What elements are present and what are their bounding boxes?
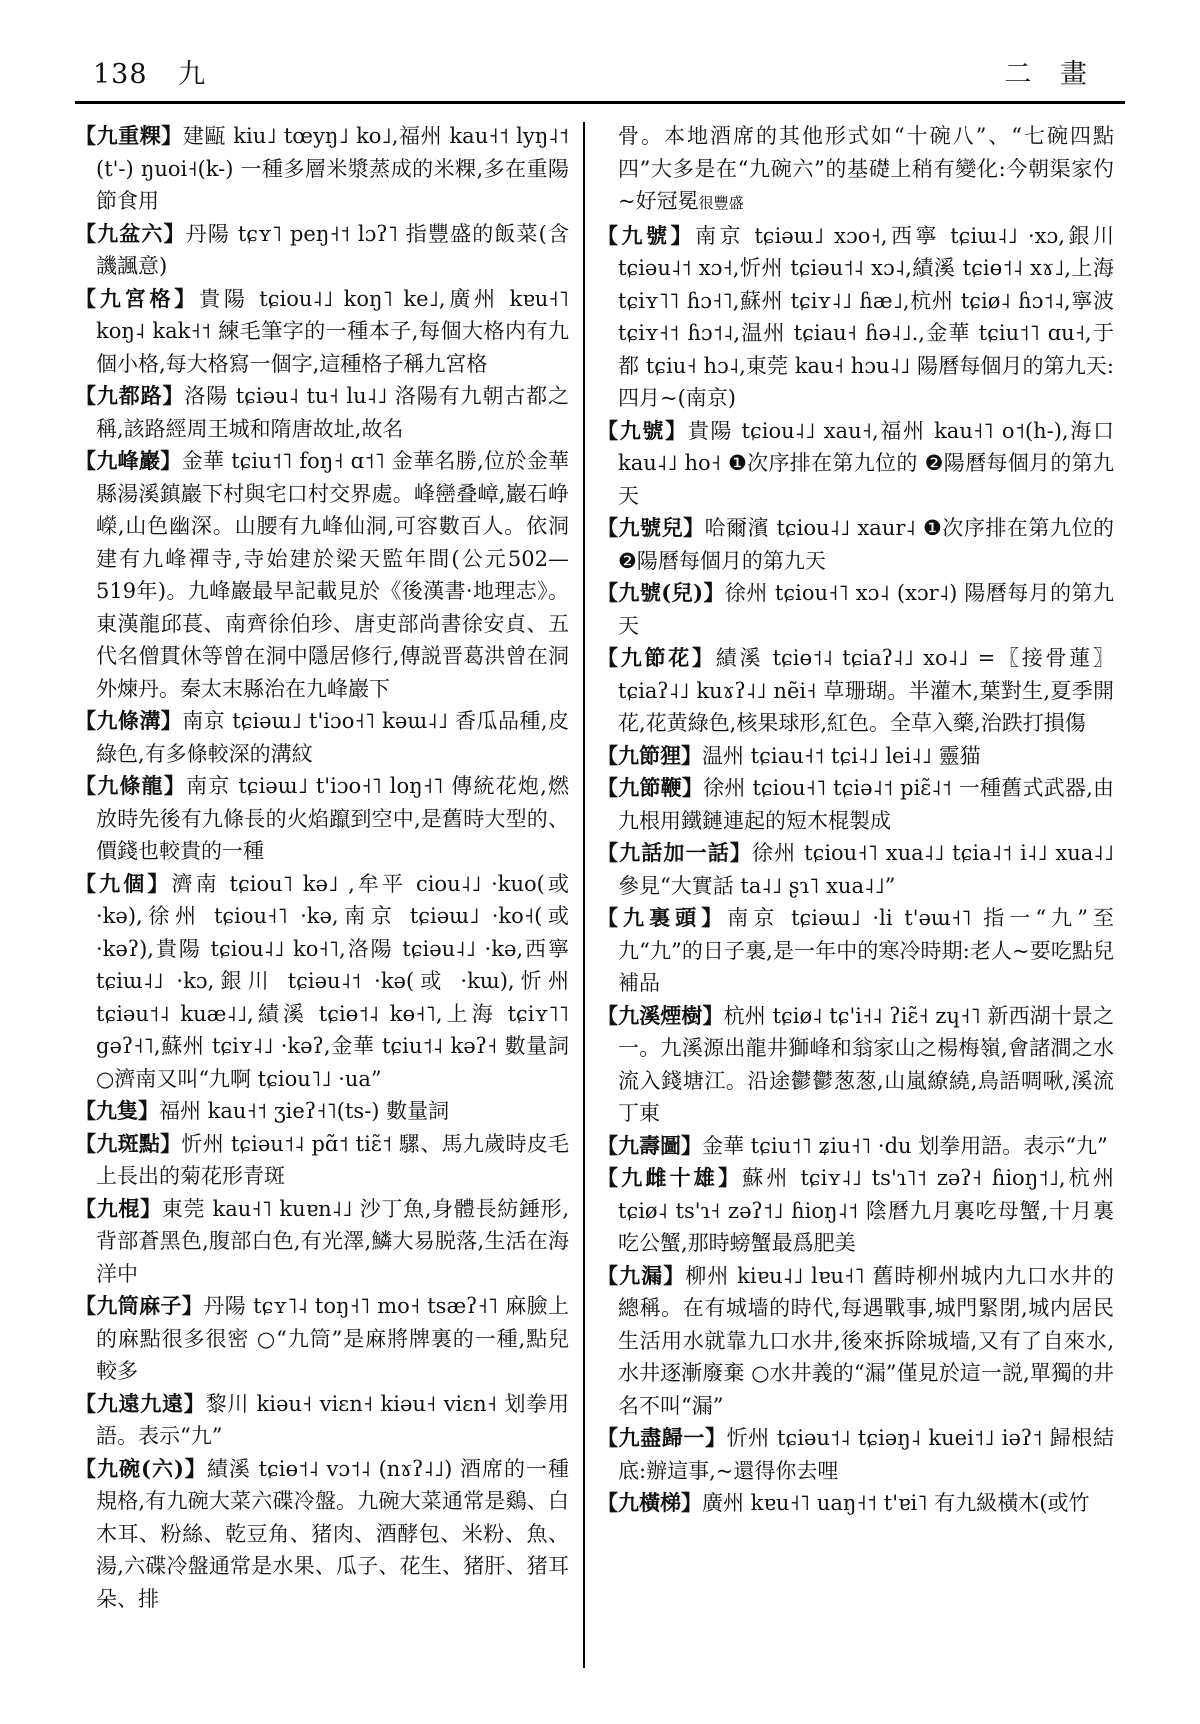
dictionary-entry: [75, 445, 569, 705]
entry-text: 南京 tɕiəɯ˩ ·li t'əɯ˧˥ 指一“九”至九“九”的日子裏,是一年中的寒冷時期:老人~要吃點兒補品: [618, 906, 1114, 995]
dictionary-entry: [75, 1193, 569, 1291]
dictionary-entry: [75, 218, 569, 283]
entry-text: 哈爾濱 tɕiou˨˩ xaur˨ ❶次序排在第九位的 ❷陽曆每個月的第九天: [618, 516, 1114, 573]
dictionary-entry: [75, 283, 569, 381]
entry-text: 柳州 kiɐu˨˩ lɐu˧˥ 舊時柳州城内九口水井的總稱。在有城墙的時代,每遇戰事,城門緊閉,城内居民生活用水就靠九口水井,後來拆除城墙,又有了自來水,水井逐漸廢棄 ○水井義的“漏”僅見於這一説,單獨的井名不叫“漏”: [618, 1263, 1114, 1418]
entry-headword: 【九都路】: [75, 383, 185, 408]
entry-text: 東莞 kau˧˥ kuɐn˨˩ 沙丁魚,身體長紡錘形,背部蒼黑色,腹部白色,有光澤,鱗大易脱落,生活在海洋中: [96, 1196, 569, 1286]
dictionary-entry: [75, 770, 569, 868]
dictionary-entry: [597, 642, 1114, 740]
entry-headword: 【九盡歸一】: [597, 1425, 727, 1450]
entry-headword: 【九號】: [597, 222, 696, 248]
entry-headword: 【九溪煙樹】: [597, 1002, 724, 1028]
entry-text: 績溪 tɕiɵ˦˨ vɔ˦˨ (nɤʔ˨˩) 酒席的一種規格,有九碗大菜六碟冷盤。九碗大菜通常是鷄、白木耳、粉絲、乾豆角、猪肉、酒酵包、米粉、魚、湯,六碟冷盤通常是水果、瓜子、花生、猪肝、猪耳朵、排: [96, 1456, 569, 1611]
entry-text: 績溪 tɕiɵ˦˨ tɕiaʔ˨˩ xo˨˩ =〖接骨蓮〗tɕiaʔ˨˩ kuɤʔ˨˩ nẽi˧ 草珊瑚。半灌木,葉對生,夏季開花,花黄綠色,核果球形,紅色。全草入藥,治跌打損傷: [618, 646, 1114, 735]
entry-headword: 【九話加一話】: [597, 840, 753, 865]
dictionary-entry: [75, 705, 569, 770]
entry-gloss-small: 很豐盛: [698, 194, 744, 212]
entry-text: 金華 tɕiu˦˥ foŋ˧ ɑ˦˥ 金華名勝,位於金華縣湯溪鎮巖下村與宅口村交界處。峰巒叠嶂,巖石峥嶸,山色幽深。山腰有九峰仙洞,可容數百人。依洞建有九峰禪寺,寺始建於梁天監年間(公元502—519年)。九峰巖最早記載見於《後漢書·地理志》。東漢龍邱萇、南齊徐伯珍、唐吏部尚書徐安貞、五代名僧貫休等曾在洞中隱居修行,傳説晋葛洪曾在洞外煉丹。秦太末縣治在九峰巖下: [96, 449, 569, 701]
dictionary-entry: [597, 1162, 1114, 1260]
entry-headword: 【九斑點】: [75, 1130, 182, 1156]
stroke-section-label: 二 畫: [1004, 59, 1097, 90]
entry-headword: 【九峰巖】: [75, 448, 182, 473]
dictionary-entry: [75, 1290, 569, 1388]
entry-headword: 【九條龍】: [75, 773, 187, 798]
entry-text: 丹陽 tɕʏ˥ peŋ˧˦ lɔʔ˥ 指豐盛的飯菜(含譏諷意): [96, 221, 569, 278]
entry-headword: 【九遠九遠】: [75, 1390, 206, 1416]
dictionary-entry: [597, 740, 1114, 773]
dictionary-entry: [597, 1487, 1114, 1520]
entry-text: 金華 tɕiu˦˥ ʑiu˧˥ ·du 划拳用語。表示“九”: [702, 1133, 1108, 1158]
entry-text: 骨。本地酒席的其他形式如“十碗八”、“七碗四點四”大多是在“九碗六”的基礎上稍有變化:今朝渠家仢~好冠冕: [618, 124, 1114, 213]
entry-headword: 【九號(兒)】: [597, 580, 725, 605]
entry-headword: 【九號兒】: [597, 515, 705, 540]
entry-text: 濟南 tɕiou˥ kə˩ ,牟平 ciou˨˩ ·kuo(或 ·kə),徐州 tɕiou˧˥ ·kə,南京 tɕiəɯ˩ ·ko˧(或 ·kəʔ),貴陽 tɕiou˨˩ ko˧˥,洛陽 tɕiəu˨˩ ·kə,西寧 tɕiɯ˨˩ ·kɔ,銀川 tɕiəu˨˦ ·kə(或 ·kɯ),忻州 tɕiəu˦˨ kuæ˨˩,績溪 tɕiɵ˦˨ kɵ˧˥,上海 tɕiʏ˥˥ gəʔ˧˥,蘇州 tɕiʏ˨˩ ·kəʔ,金華 tɕiu˦˨ kəʔ˧ 數量詞 ○濟南又叫“九啊 tɕiou˥˩ ·ua”: [96, 871, 569, 1091]
entry-headword: 【九漏】: [597, 1262, 686, 1288]
entry-headword: 【九節狸】: [597, 742, 702, 768]
entry-text: 貴陽 tɕiou˨˩ xau˧,福州 kau˧˥ o˦(h-),海口 kau˨˩ ho˧ ❶次序排在第九位的 ❷陽曆每個月的第九天: [618, 418, 1114, 508]
entry-text: 杭州 tɕiø˨ tɕ'i˧˨ ʔiɛ̃˧ zɥ˧˥ 新西湖十景之一。九溪源出龍井獅峰和翁家山之楊梅嶺,會諸澗之水流入錢塘江。沿途鬱鬱葱葱,山嵐繚繞,鳥語啁啾,溪流丁東: [618, 1003, 1114, 1125]
header-rule: [75, 101, 1125, 104]
right-column: [597, 120, 1114, 1680]
dictionary-entry: [75, 380, 569, 445]
entry-text: 徐州 tɕiou˧˥ tɕiə˨˦ piɛ̃˨˦ 一種舊式武器,由九根用鐵鏈連起的短木棍製成: [618, 776, 1114, 833]
dictionary-entry: [597, 415, 1114, 513]
entry-headword: 【九隻】: [75, 1098, 159, 1123]
entry-text: 福州 kau˧˦ ʒieʔ˧˥(ts-) 數量詞: [159, 1099, 450, 1123]
entry-text: 温州 tɕiau˧˦ tɕi˨˩ lei˨˩ 靈猫: [702, 743, 981, 768]
entry-headword: 【九重粿】: [75, 123, 183, 148]
entry-text: 黎川 kiəu˧ viɛn˧ kiəu˧ viɛn˧ 划拳用語。表示“九”: [96, 1391, 569, 1448]
dictionary-entry: [597, 902, 1114, 1000]
entry-headword: 【九個】: [75, 870, 172, 896]
entry-headword: 【九壽圖】: [597, 1132, 702, 1158]
dictionary-entry: [75, 1128, 569, 1193]
entry-headword: 【九節花】: [597, 645, 716, 670]
entry-text: 南京 tɕiəɯ˩ t'iɔo˧˥ loŋ˧˥ 傳統花炮,燃放時先後有九條長的火焰躥到空中,是舊時大型的、價錢也較貴的一種: [96, 774, 569, 863]
page-header: [75, 52, 1125, 91]
dictionary-entry: [75, 1453, 569, 1616]
entry-headword: 【九節鞭】: [597, 775, 704, 800]
entry-headword: 【九碗(六)】: [75, 1455, 207, 1481]
entry-text: 洛陽 tɕiəu˨ tu˧ lu˨˩ 洛陽有九朝古都之稱,該路經周王城和隋唐故址,故名: [96, 384, 569, 441]
column-divider: [583, 122, 585, 1668]
entry-text: 徐州 tɕiou˧˥ xua˨˩ tɕia˨˦ i˨˩ xua˨˩ 參見“大實話 ta˨˩ ʂɿ˥ xua˨˩”: [618, 841, 1114, 898]
entry-headword: 【九宮格】: [75, 285, 200, 311]
entry-text: 廣州 kɐu˧˥ uaŋ˧˦ t'ɐi˥ 有九級橫木(或竹: [702, 1491, 1090, 1515]
entry-text: 貴陽 tɕiou˨˩ koŋ˥ ke˩,廣州 kɐu˧˥ koŋ˨ kak˧˦ 練毛筆字的一種本子,每個大格内有九個小格,每大格寫一個字,這種格子稱九宮格: [96, 286, 569, 376]
dictionary-entry: [597, 1130, 1114, 1163]
dictionary-entry: [75, 120, 569, 218]
dictionary-entry: [75, 1388, 569, 1453]
entry-headword: 【九裏頭】: [597, 905, 728, 930]
entry-text: 蘇州 tɕiʏ˨˩ ts'ɿ˥˦ zəʔ˧ ɦioŋ˦˩,杭州 tɕiø˨ ts'ɿ˧ zəʔ˦˩ ɦioŋ˨˦ 陰曆九月裏吃母蟹,十月裏吃公蟹,那時螃蟹最爲肥美: [618, 1166, 1114, 1255]
dictionary-entry: [75, 868, 569, 1096]
entry-text: 忻州 tɕiəu˦˨ pɑ̃˦ tiɛ̃˦ 騾、馬九歲時皮毛上長出的菊花形青斑: [96, 1131, 569, 1188]
entry-headword: 【九盆六】: [75, 220, 186, 246]
header-left: [93, 52, 207, 91]
entry-text: 建甌 kiu˩ tœyŋ˩ ko˩,福州 kau˧˦ lyŋ˨˦ (t'-) ŋuoi˧(k-) 一種多層米漿蒸成的米粿,多在重陽節食用: [96, 124, 569, 213]
dictionary-entry: [75, 1095, 569, 1128]
dictionary-entry: [597, 1260, 1114, 1423]
entry-text: 丹陽 tɕʏ˥˨ toŋ˧˥ mo˧ tsæʔ˧˥ 麻臉上的麻點很多很密 ○“九筒”是麻將牌裏的一種,點兒較多: [96, 1294, 569, 1383]
dictionary-entry: [597, 837, 1114, 902]
entry-headword: 【九橫梯】: [597, 1490, 702, 1515]
entry-headword: 【九棍】: [75, 1195, 162, 1221]
entry-text: 徐州 tɕiou˧˥ xɔ˨ (xɔr˨) 陽曆每月的第九天: [618, 581, 1114, 638]
entry-headword: 【九條溝】: [75, 708, 183, 733]
dictionary-entry: [597, 1000, 1114, 1130]
dictionary-entry: [597, 220, 1114, 415]
dictionary-entry: [597, 1422, 1114, 1487]
radical-char: 九: [178, 59, 208, 90]
entry-continuation: [597, 120, 1114, 220]
entry-headword: 【九筒麻子】: [75, 1293, 204, 1318]
entry-text: 忻州 tɕiəu˦˨ tɕiəŋ˨ kuei˦˩ iəʔ˦ 歸根結底:辦這事,~還得你去哩: [618, 1426, 1114, 1483]
page-number: 138: [93, 59, 148, 90]
dictionary-entry: [597, 512, 1114, 577]
left-column: [75, 120, 569, 1680]
dictionary-entry: [597, 772, 1114, 837]
dictionary-entry: [597, 577, 1114, 642]
entry-text: 南京 tɕiəɯ˩ xɔo˧,西寧 tɕiɯ˨˩ ·xɔ,銀川 tɕiəu˨˦ xɔ˧,忻州 tɕiəu˦˨ xɔ˨,績溪 tɕiɵ˦˨ xɤ˩,上海 tɕiʏ˥˥ ɦɔ˧˥,蘇州 tɕiʏ˨˩ ɦæ˩,杭州 tɕiø˨ ɦɔ˦˨,寧波 tɕiʏ˧˦ ɦɔ˦˨,温州 tɕiau˧ ɦə˨˩.,金華 tɕiu˦˥ ɑu˧,于都 tɕiu˧ hɔ˨,東莞 kau˧ hɔu˨˩ 陽曆每個月的第九天:四月~(南京): [618, 223, 1114, 410]
entry-headword: 【九號】: [597, 417, 688, 443]
entry-text: 南京 tɕiəɯ˩ t'iɔo˧˥ kəɯ˨˩ 香瓜品種,皮綠色,有多條較深的溝紋: [96, 709, 569, 766]
entry-headword: 【九雌十雄】: [597, 1165, 743, 1190]
page-content: [75, 120, 1125, 1680]
